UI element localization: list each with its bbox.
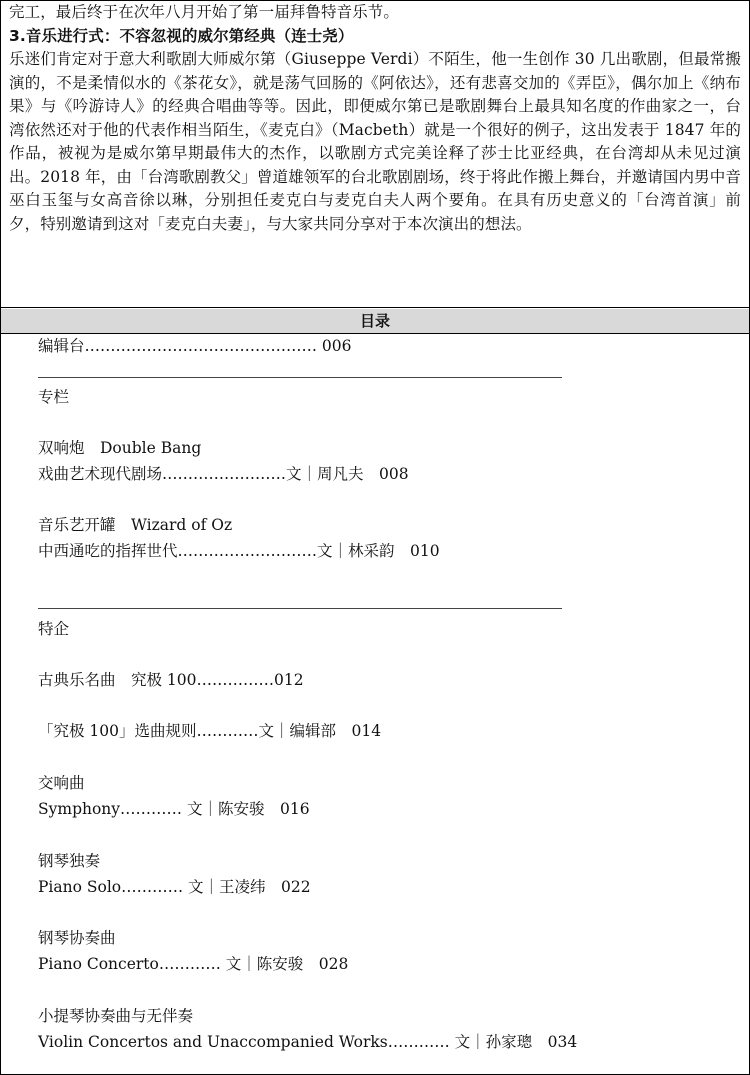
toc-piano-concerto-entry[interactable]: Piano Concerto………… 文｜陈安骏 028: [38, 955, 349, 973]
section-heading: 3.音乐进行式：不容忽视的威尔第经典（连士尧）: [9, 26, 354, 45]
toc-piano-concerto-title: 钢琴协奏曲: [38, 929, 116, 947]
toc-symphony-entry[interactable]: Symphony………… 文｜陈安骏 016: [38, 800, 310, 818]
toc-piano-solo-entry[interactable]: Piano Solo………… 文｜王凌纬 022: [38, 878, 311, 896]
toc-header: 目录: [1, 309, 749, 334]
toc-body: [1, 334, 749, 1074]
divider: [38, 377, 562, 378]
toc-violin-title: 小提琴协奏曲与无伴奏: [38, 1007, 194, 1025]
toc-double-bang-title: 双响炮 Double Bang: [38, 439, 202, 457]
toc-double-bang-entry[interactable]: 戏曲艺术现代剧场……………………文｜周凡夫 008: [38, 465, 409, 483]
toc-wizard-title: 音乐艺开罐 Wizard of Oz: [38, 516, 233, 534]
toc-piano-solo-title: 钢琴独奏: [38, 852, 101, 870]
intro-line: 完工，最后终于在次年八月开始了第一届拜鲁特音乐节。: [9, 3, 400, 21]
toc-column-heading: 专栏: [38, 388, 70, 406]
toc-rules-entry[interactable]: 「究极 100」选曲规则…………文｜编辑部 014: [38, 722, 382, 740]
article-paragraph: 乐迷们肯定对于意大利歌剧大师威尔第（Giuseppe Verdi）不陌生，他一生创作 30 几出歌剧，但最常搬演的，不是柔情似水的《茶花女》，就是荡气回肠的《阿依达》，还有悲喜交加的《弄臣》，偶尔加上《纳布果》与《吟游诗人》的经典合唱曲等等。因此，即便威尔第已是歌剧舞台上最具知名度的作曲家之一，台湾依然还对于他的代表作相当陌生，《麦克白》（Macbeth）就是一个很好的例子，这出发表于 1847 年的作品，被视为是威尔第早期最伟大的杰作，以歌剧方式完美诠释了莎士比亚经典，在台湾却从未见过演出。2018 年，由「台湾歌剧教父」曾道雄领军的台北歌剧剧场，终于将此作搬上舞台，并邀请国内男中音巫白玉玺与女高音徐以琳，分别担任麦克白与麦克白夫人两个要角。在具有历史意义的「台湾首演」前夕，特别邀请到这对「麦克白夫妻」，与大家共同分享对于本次演出的想法。: [9, 50, 741, 233]
toc-classics-entry[interactable]: 古典乐名曲 究极 100……………012: [38, 671, 304, 689]
toc-wizard-entry[interactable]: 中西通吃的指挥世代………………………文｜林采韵 010: [38, 542, 440, 560]
article-cell: [1, 1, 749, 308]
toc-editorial-entry[interactable]: 编辑台……………………………………… 006: [38, 337, 352, 355]
divider: [38, 608, 562, 609]
toc-feature-heading: 特企: [38, 620, 70, 638]
toc-violin-entry[interactable]: Violin Concertos and Unaccompanied Works………… 文｜孙家璁 034: [38, 1033, 578, 1051]
toc-symphony-title: 交响曲: [38, 774, 85, 792]
